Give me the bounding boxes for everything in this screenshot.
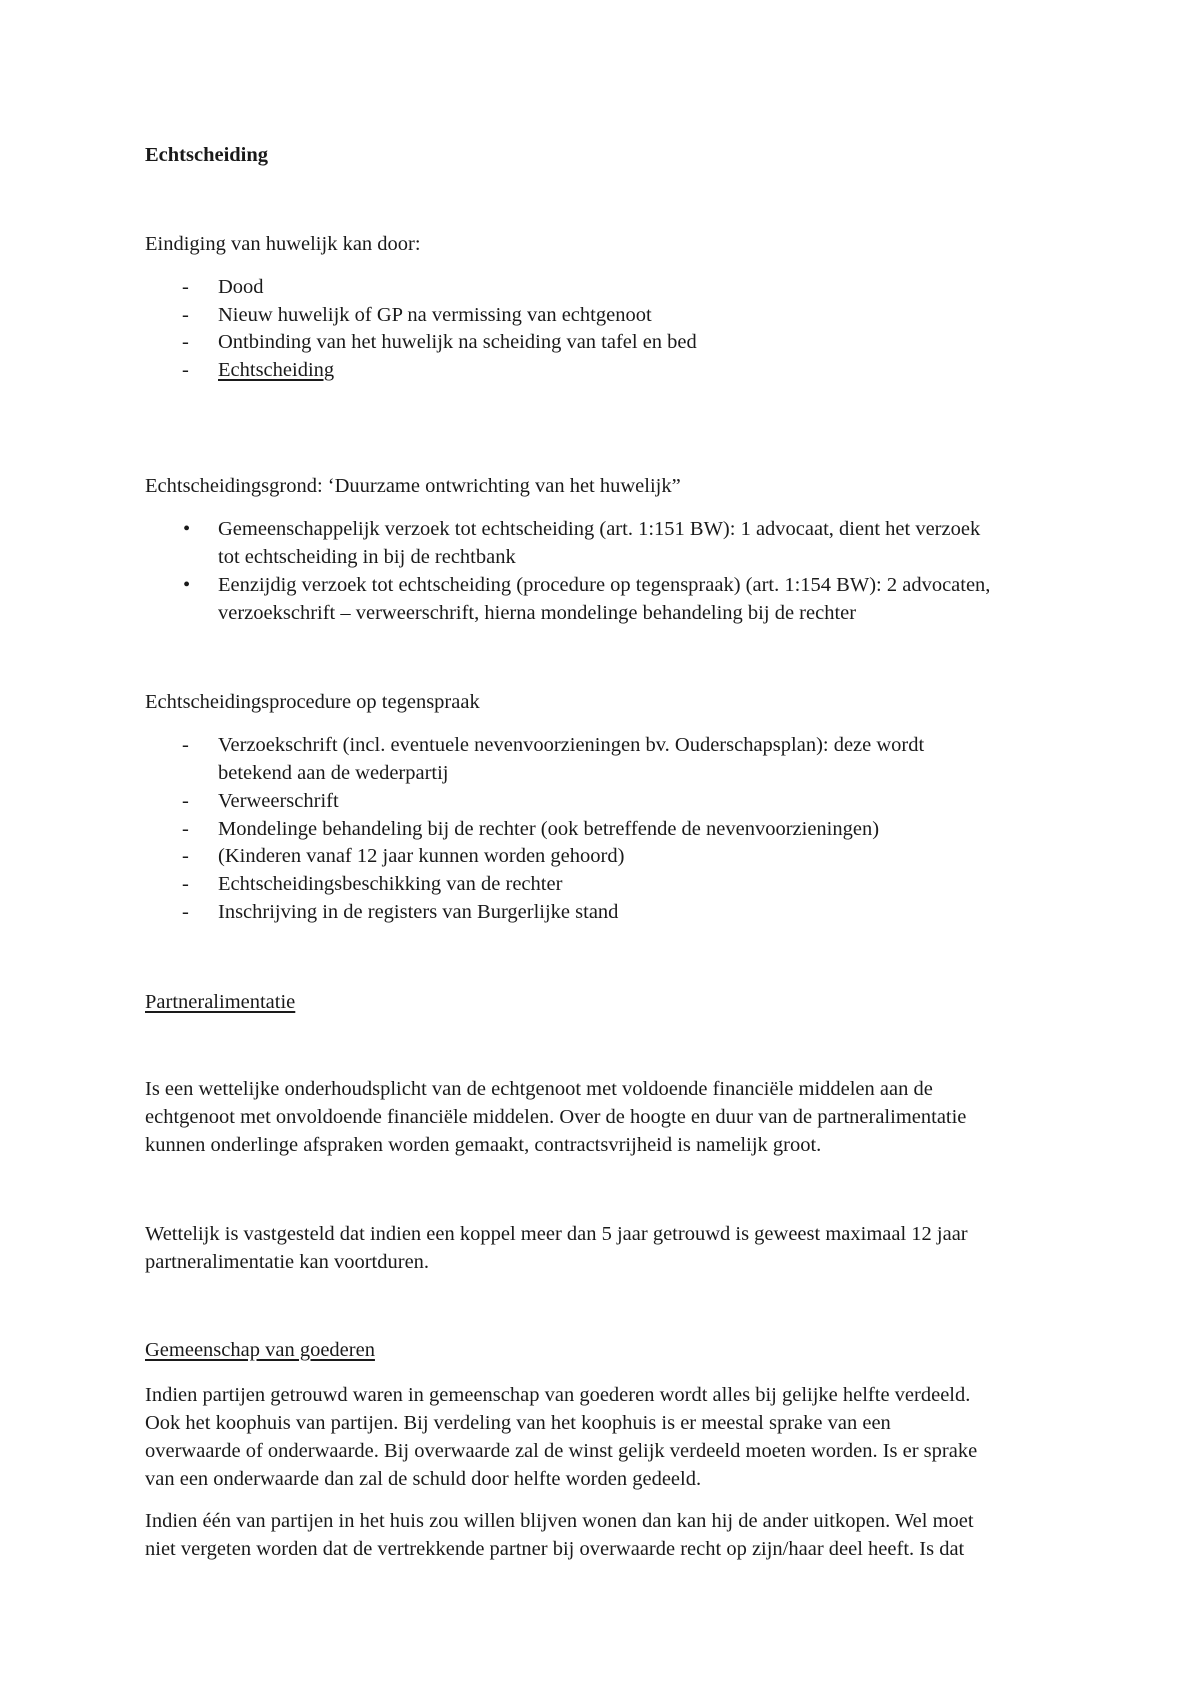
list-item-text: Nieuw huwelijk of GP na vermissing van echtgenoot: [218, 304, 652, 326]
dash-marker: -: [182, 873, 189, 895]
list-item-text: (Kinderen vanaf 12 jaar kunnen worden gehoord): [218, 845, 625, 867]
bullet-line-1: Gemeenschappelijk verzoek tot echtscheiding (art. 1:151 BW): 1 advocaat, dient het verzoek: [218, 518, 981, 540]
bullet-line-1: Eenzijdig verzoek tot echtscheiding (procedure op tegenspraak) (art. 1:154 BW): 2 advocaten,: [218, 574, 991, 596]
paragraph-line: Indien één van partijen in het huis zou willen blijven wonen dan kan hij de ander uitkopen. Wel moet: [145, 1510, 974, 1532]
list-item-text-underlined: Echtscheiding: [218, 359, 335, 381]
grounds-heading: Echtscheidingsgrond: ‘Duurzame ontwrichting van het huwelijk”: [145, 475, 681, 497]
bullet-marker: •: [183, 518, 191, 540]
dash-marker: -: [182, 276, 189, 298]
list-item: [0, 818, 1200, 846]
community-property-heading: Gemeenschap van goederen: [145, 1339, 375, 1361]
list-item: [0, 734, 1200, 790]
list-item: [0, 873, 1200, 901]
bullet-item: [0, 574, 1200, 630]
paragraph-line: niet vergeten worden dat de vertrekkende partner bij overwaarde recht op zijn/haar deel heeft. Is dat: [145, 1538, 965, 1560]
list-item-line-1: Verzoekschrift (incl. eventuele nevenvoorzieningen bv. Ouderschapsplan): deze wordt: [218, 734, 925, 756]
intro-text: Eindiging van huwelijk kan door:: [145, 233, 421, 255]
bullet-item: [0, 518, 1200, 574]
list-item-text: Inschrijving in de registers van Burgerlijke stand: [218, 901, 619, 923]
community-property-paragraph-2: [145, 1507, 974, 1563]
paragraph-line: echtgenoot met onvoldoende financiële middelen. Over de hoogte en duur van de partneralimentatie: [145, 1106, 967, 1128]
paragraph-line: Is een wettelijke onderhoudsplicht van de echtgenoot met voldoende financiële middelen aan de: [145, 1078, 933, 1100]
partner-alimony-paragraph-2: [145, 1220, 968, 1276]
partner-alimony-paragraph-1: [145, 1075, 966, 1159]
partner-alimony-heading: Partneralimentatie: [145, 991, 296, 1013]
list-item-line-2: betekend aan de wederpartij: [218, 762, 449, 784]
dash-marker: -: [182, 901, 189, 923]
list-item: [0, 901, 1200, 929]
list-item: [0, 359, 1200, 387]
list-item-text: Mondelinge behandeling bij de rechter (ook betreffende de nevenvoorzieningen): [218, 818, 880, 840]
list-item-text: Echtscheidingsbeschikking van de rechter: [218, 873, 563, 895]
dash-marker: -: [182, 359, 189, 381]
dash-marker: -: [182, 304, 189, 326]
document-title: Echtscheiding: [145, 144, 269, 166]
list-item-text: Verweerschrift: [218, 790, 339, 812]
paragraph-line: overwaarde of onderwaarde. Bij overwaarde zal de winst gelijk verdeeld moeten worden. Is er sprake: [145, 1440, 978, 1462]
list-item: [0, 331, 1200, 359]
paragraph-line: Wettelijk is vastgesteld dat indien een koppel meer dan 5 jaar getrouwd is geweest maximaal 12 jaar: [145, 1223, 968, 1245]
bullet-line-2: verzoekschrift – verweerschrift, hierna mondelinge behandeling bij de rechter: [218, 602, 857, 624]
paragraph-line: Indien partijen getrouwd waren in gemeenschap van goederen wordt alles bij gelijke helfte verdeeld.: [145, 1384, 971, 1406]
list-item: [0, 845, 1200, 873]
paragraph-line: Ook het koophuis van partijen. Bij verdeling van het koophuis is er meestal sprake van een: [145, 1412, 891, 1434]
list-item: [0, 304, 1200, 332]
bullet-line-2: tot echtscheiding in bij de rechtbank: [218, 546, 516, 568]
list-item-text: Ontbinding van het huwelijk na scheiding van tafel en bed: [218, 331, 697, 353]
paragraph-line: van een onderwaarde dan zal de schuld door helfte worden gedeeld.: [145, 1468, 702, 1490]
bullet-marker: •: [183, 574, 191, 596]
paragraph-line: kunnen onderlinge afspraken worden gemaakt, contractsvrijheid is namelijk groot.: [145, 1134, 822, 1156]
dash-marker: -: [182, 845, 189, 867]
dash-marker: -: [182, 818, 189, 840]
list-item-text: Dood: [218, 276, 264, 298]
dash-marker: -: [182, 734, 189, 756]
paragraph-line: partneralimentatie kan voortduren.: [145, 1251, 430, 1273]
procedure-heading: Echtscheidingsprocedure op tegenspraak: [145, 691, 480, 713]
dash-marker: -: [182, 790, 189, 812]
list-item: [0, 790, 1200, 818]
dash-marker: -: [182, 331, 189, 353]
community-property-paragraph-1: [145, 1381, 977, 1493]
list-item: [0, 276, 1200, 304]
